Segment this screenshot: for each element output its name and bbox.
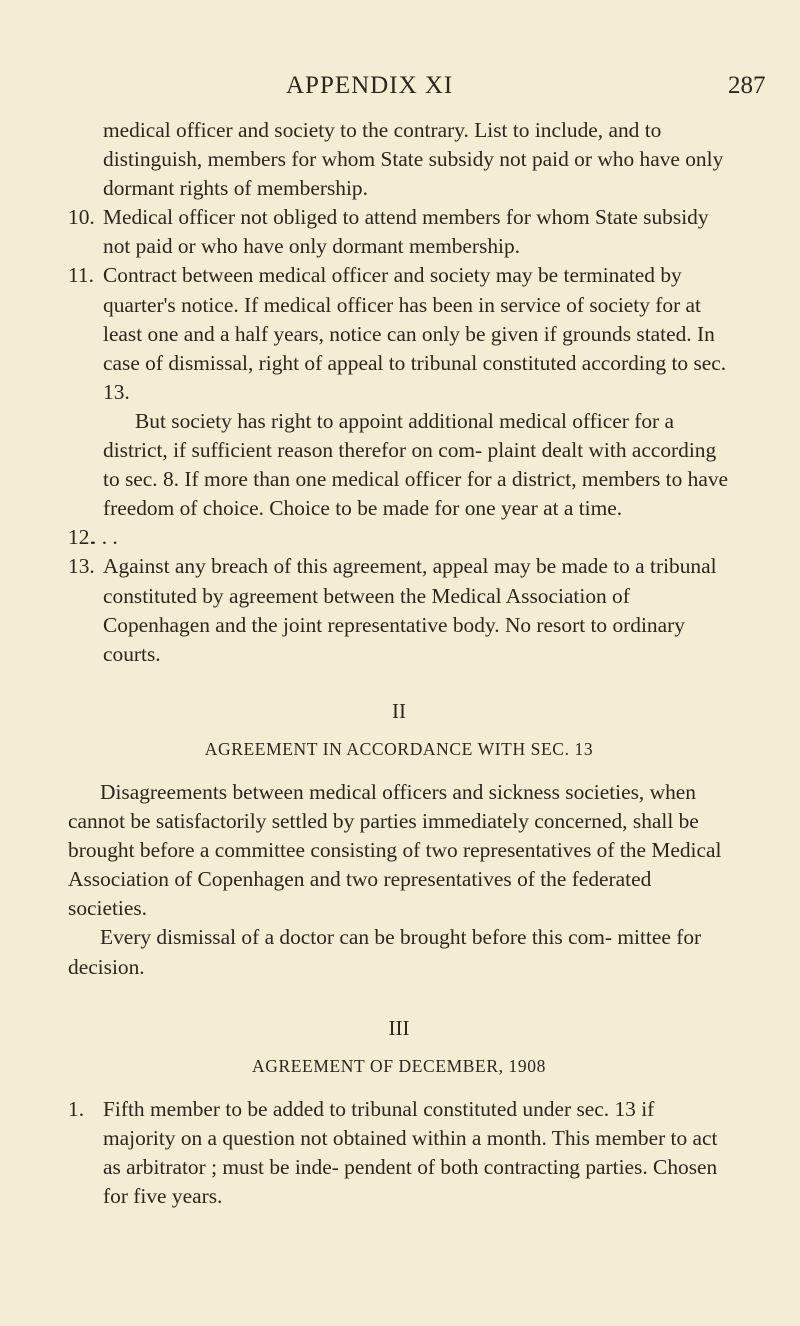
item-number: 1. bbox=[68, 1096, 85, 1121]
section-heading-ii: AGREEMENT IN ACCORDANCE WITH SEC. 13 bbox=[204, 738, 594, 759]
list-item-1 bbox=[68, 1095, 730, 1211]
section-ii-paragraph: Every dismissal of a doctor can be brought before this com- mittee for decision. bbox=[68, 925, 702, 979]
section-heading-iii: AGREEMENT OF DECEMBER, 1908 bbox=[252, 1055, 546, 1076]
item-11-continuation: But society has right to appoint additional medical officer for a district, if sufficient reason therefor on com- plaint dealt with according to sec. 8. If more than one medical officer for a district, members to have freedom of choice. Choice to be made for one year at a time. bbox=[103, 408, 729, 521]
section-numeral-ii: II bbox=[392, 698, 406, 723]
item-number: 12. bbox=[68, 525, 95, 550]
page-header bbox=[0, 72, 800, 106]
list-item-11 bbox=[68, 261, 730, 406]
list-item-10 bbox=[68, 203, 730, 261]
item-number: 10. bbox=[68, 205, 95, 230]
item-number: 13. bbox=[68, 554, 95, 579]
body-text bbox=[68, 116, 730, 1211]
item-text: . . . bbox=[91, 525, 118, 550]
item-text: Against any breach of this agreement, appeal may be made to a tribunal constituted by agreement between the Medical Association of Copenhagen and the joint representative body. No resort to ordinary courts. bbox=[103, 554, 717, 666]
page-number: 287 bbox=[728, 72, 766, 99]
item-text: Contract between medical officer and society may be terminated by quarter's notice. If medical officer has been in service of society for at least one and a half years, notice can only be given if grounds stated. In case of dismissal, right of appeal to tribunal constituted according to sec. 13. bbox=[103, 263, 727, 404]
item-text: Medical officer not obliged to attend members for whom State subsidy not paid or who have only dormant membership. bbox=[103, 205, 709, 259]
list-item-12 bbox=[68, 523, 730, 552]
list-item-13 bbox=[68, 552, 730, 668]
section-ii-paragraph: Disagreements between medical officers and sickness societies, when cannot be satisfactorily settled by parties immediately concerned, shall be brought before a committee consisting of two representatives of the Medical Association of Copenhagen and two representatives of the federated societies. bbox=[68, 779, 722, 921]
section-numeral-iii: III bbox=[388, 1015, 410, 1040]
running-head: APPENDIX XI bbox=[286, 72, 454, 99]
item-number: 11. bbox=[68, 263, 94, 288]
intro-paragraph: medical officer and society to the contrary. List to include, and to distinguish, members for whom State subsidy not paid or who have only dormant rights of membership. bbox=[103, 118, 724, 201]
item-text: Fifth member to be added to tribunal constituted under sec. 13 if majority on a question not obtained within a month. This member to act as arbitrator ; must be inde- pendent of both contracting parties. Chosen for five years. bbox=[103, 1096, 718, 1209]
